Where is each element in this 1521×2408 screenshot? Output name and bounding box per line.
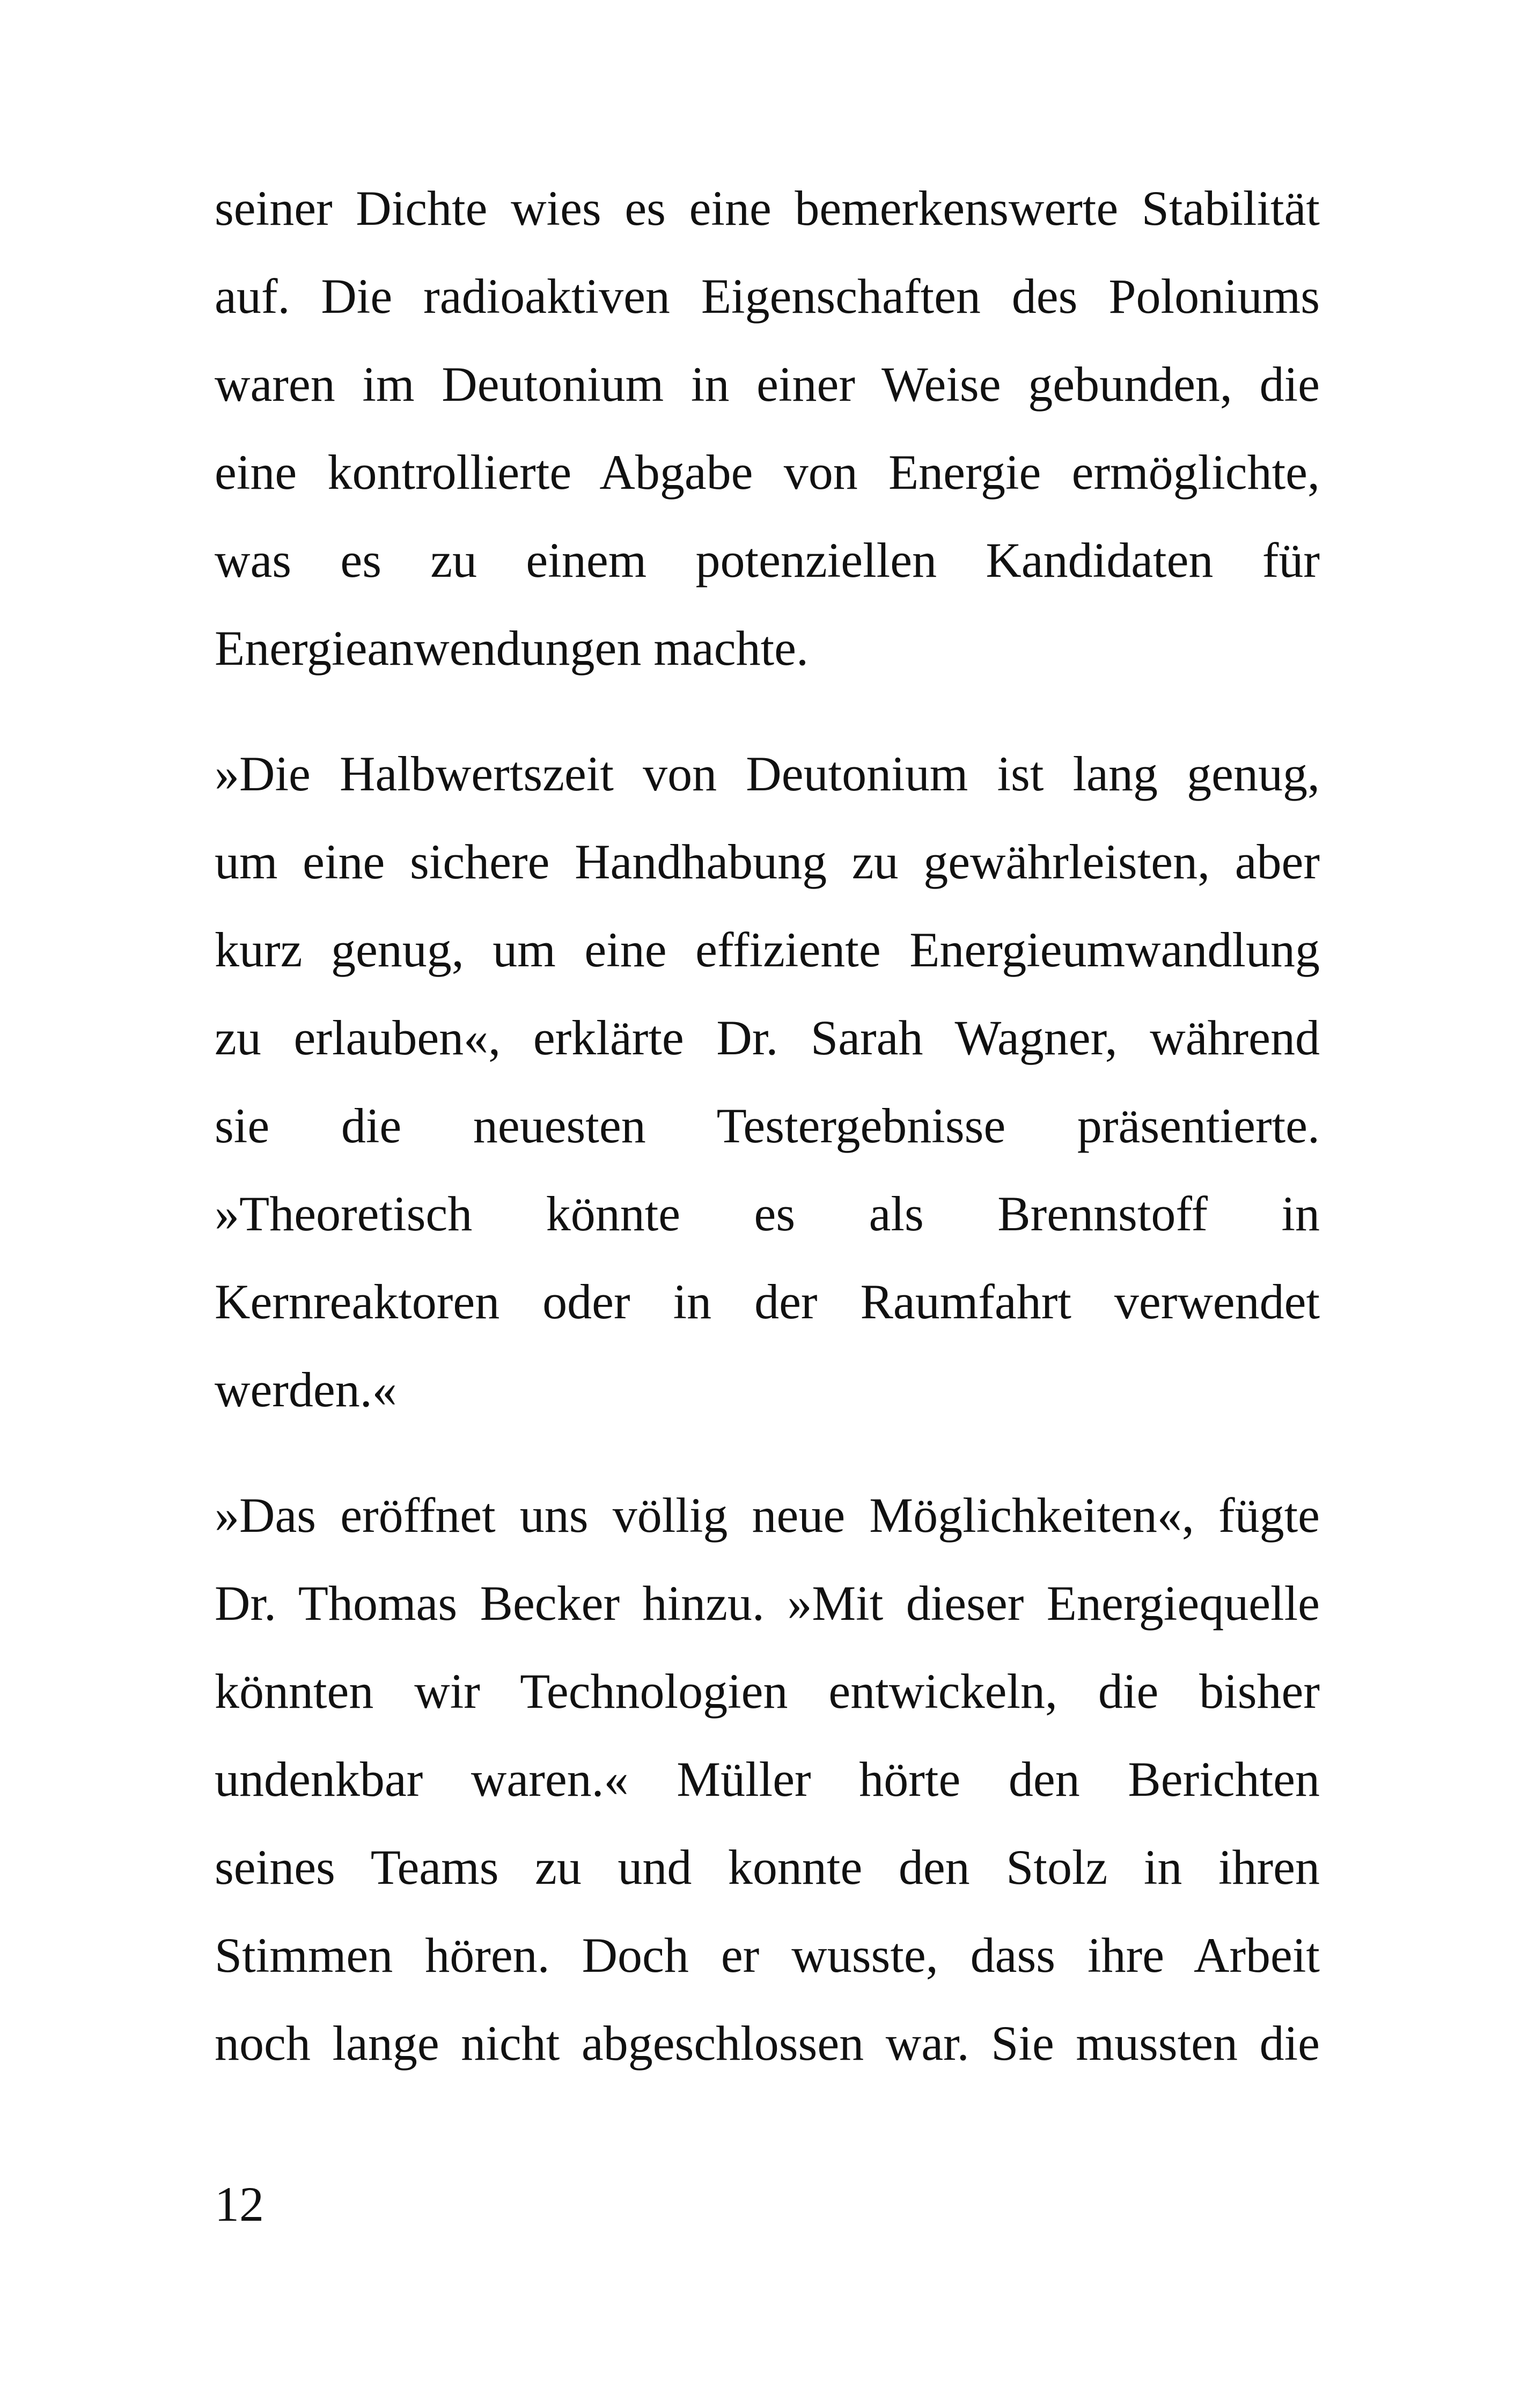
text-line: undenkbar waren.« Müller hörte den Berichten	[215, 1752, 1320, 1807]
text-line: seiner Dichte wies es eine bemerkenswerte Stabilität	[215, 181, 1320, 236]
paragraph-2	[215, 730, 1320, 1434]
text-line: »Theoretisch könnte es als Brennstoff in	[215, 1186, 1320, 1241]
text-line: zu erlauben«, erklärte Dr. Sarah Wagner, während	[215, 1010, 1320, 1065]
text-line: sie die neuesten Testergebnisse präsentierte.	[215, 1098, 1320, 1153]
text-line: »Das eröffnet uns völlig neue Möglichkeiten«, fügte	[215, 1488, 1320, 1543]
text-line: kurz genug, um eine effiziente Energieumwandlung	[215, 922, 1320, 977]
text-line: Stimmen hören. Doch er wusste, dass ihre Arbeit	[215, 1928, 1320, 1983]
text-line: seines Teams zu und konnte den Stolz in ihren	[215, 1840, 1320, 1895]
text-line: könnten wir Technologien entwickeln, die bisher	[215, 1664, 1320, 1719]
text-line: »Die Halbwertszeit von Deutonium ist lang genug,	[215, 746, 1320, 801]
text-line: werden.«	[215, 1362, 397, 1417]
page-number: 12	[215, 2177, 264, 2231]
text-line: Dr. Thomas Becker hinzu. »Mit dieser Energiequelle	[215, 1576, 1320, 1631]
text-line: was es zu einem potenziellen Kandidaten für	[215, 533, 1320, 588]
paragraph-1	[215, 164, 1320, 692]
text-line: eine kontrollierte Abgabe von Energie ermöglichte,	[215, 445, 1320, 500]
paragraph-3	[215, 1471, 1320, 2087]
text-line: auf. Die radioaktiven Eigenschaften des Poloniums	[215, 269, 1320, 324]
text-line: waren im Deutonium in einer Weise gebunden, die	[215, 357, 1320, 412]
text-line: noch lange nicht abgeschlossen war. Sie mussten die	[215, 2016, 1320, 2071]
text-line: Kernreaktoren oder in der Raumfahrt verwendet	[215, 1274, 1320, 1329]
page-body	[215, 164, 1320, 2087]
text-line: Energieanwendungen machte.	[215, 621, 809, 676]
text-line: um eine sichere Handhabung zu gewährleisten, aber	[215, 834, 1320, 889]
